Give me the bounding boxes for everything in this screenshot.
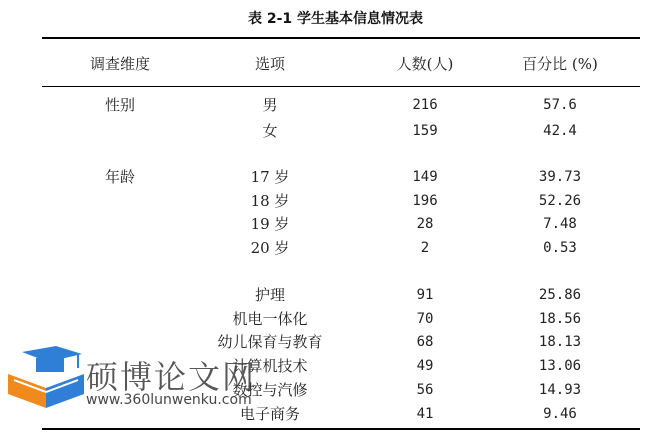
row-option: 男 [262, 96, 278, 114]
row-option: 女 [262, 122, 278, 140]
row-count: 149 [412, 169, 438, 185]
row-percent: 14.93 [538, 382, 582, 398]
row-option: 数控与汽修 [232, 381, 308, 399]
table-top-rule [42, 37, 640, 39]
row-option: 护理 [254, 286, 285, 304]
row-count: 91 [416, 287, 434, 303]
row-count: 28 [416, 216, 434, 232]
row-percent: 0.53 [543, 240, 577, 256]
row-option: 17 岁 [250, 168, 290, 186]
row-percent: 52.26 [538, 193, 582, 209]
row-count: 41 [416, 406, 434, 422]
row-percent: 57.6 [543, 97, 577, 113]
row-count: 49 [416, 358, 434, 374]
row-option: 幼儿保育与教育 [217, 333, 323, 351]
row-option: 机电一体化 [232, 310, 308, 328]
row-count: 70 [416, 311, 434, 327]
row-option: 计算机技术 [232, 357, 308, 375]
row-count: 56 [416, 382, 434, 398]
row-percent: 25.86 [538, 287, 582, 303]
row-percent: 18.56 [538, 311, 582, 327]
row-percent: 39.73 [538, 169, 582, 185]
row-dimension: 年龄 [104, 168, 135, 186]
header-percent: 百分比 (%) [522, 55, 598, 73]
row-option: 19 岁 [250, 215, 290, 233]
watermark-title: 硕博论文网 [86, 358, 257, 396]
header-dimension: 调查维度 [89, 55, 150, 73]
table-bottom-rule [42, 428, 640, 430]
row-percent: 9.46 [543, 406, 577, 422]
row-option: 20 岁 [250, 239, 290, 257]
header-option: 选项 [254, 55, 285, 73]
row-percent: 18.13 [538, 334, 582, 350]
row-percent: 13.06 [538, 358, 582, 374]
row-count: 2 [420, 240, 430, 256]
header-count: 人数(人) [396, 55, 454, 73]
row-count: 196 [412, 193, 438, 209]
row-count: 68 [416, 334, 434, 350]
row-count: 216 [412, 97, 438, 113]
table-caption: 表 2-1 学生基本信息情况表 [247, 11, 424, 27]
row-option: 电子商务 [239, 405, 300, 423]
watermark-url: www.360lunwenku.com [86, 392, 252, 408]
row-percent: 42.4 [543, 123, 577, 139]
row-dimension: 性别 [104, 96, 135, 114]
row-option: 18 岁 [250, 192, 290, 210]
table-header-rule [42, 86, 640, 87]
row-percent: 7.48 [543, 216, 577, 232]
row-count: 159 [412, 123, 438, 139]
